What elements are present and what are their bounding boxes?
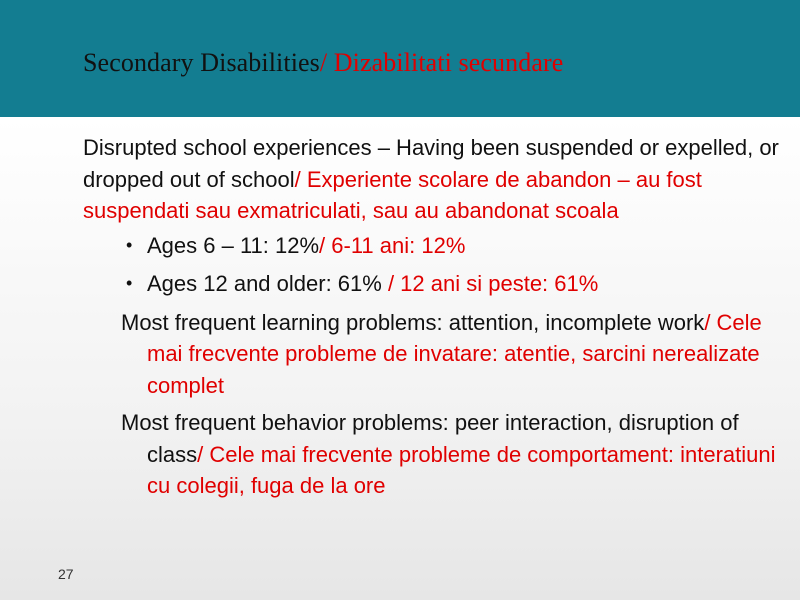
list-item — [83, 268, 783, 300]
bullet-icon: • — [126, 234, 133, 255]
learning-english: Most frequent learning problems: attention, incomplete work — [121, 309, 705, 335]
bullet-romanian: / 6-11 ani: 12% — [319, 232, 466, 258]
list-item — [83, 230, 783, 262]
title-bar — [0, 0, 800, 117]
intro-romanian: / Experiente scolare de abandon – au fost suspendati sau exmatriculati, sau au abandonat scoala — [83, 166, 702, 223]
slide-title-english: Secondary Disabilities — [83, 48, 320, 77]
bullet-romanian: / 12 ani si peste: 61% — [387, 271, 599, 296]
bullet-english: Ages 12 and older: 61% — [147, 271, 388, 296]
behavior-romanian: / Cele mai frecvente probleme de comportament: interatiuni cu colegii, fuga de la ore — [147, 441, 776, 498]
learning-romanian: / Cele mai frecvente probleme de invatare: atentie, sarcini nerealizate complet — [147, 309, 762, 398]
slide-title-romanian: / Dizabilitati secundare — [319, 48, 564, 77]
intro-paragraph — [83, 132, 783, 227]
age-statistics-list — [83, 230, 783, 300]
behavior-problems-paragraph — [121, 407, 783, 502]
learning-problems-paragraph — [121, 307, 783, 402]
slide-title — [83, 48, 563, 78]
bullet-english: Ages 6 – 11: 12% — [147, 232, 320, 258]
slide-body — [83, 132, 783, 508]
behavior-english: Most frequent behavior problems: peer interaction, disruption of class — [121, 410, 739, 467]
intro-english: Disrupted school experiences – Having been suspended or expelled, or dropped out of school — [83, 135, 779, 192]
bullet-icon: • — [126, 273, 133, 293]
slide-number: 27 — [58, 566, 74, 582]
